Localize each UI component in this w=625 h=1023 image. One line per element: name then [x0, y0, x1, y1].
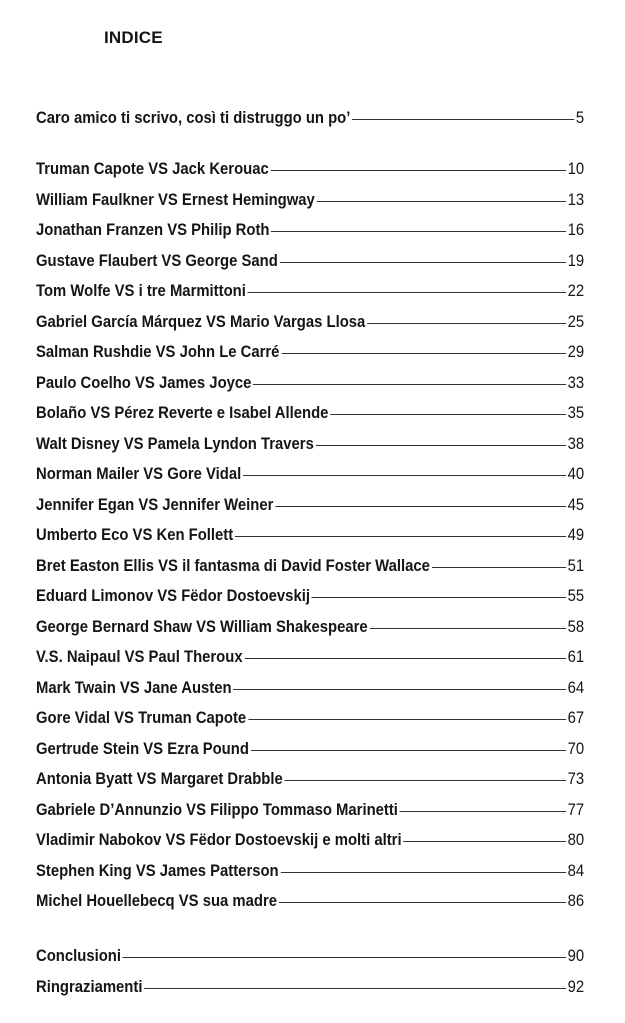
- toc-entry-title: Norman Mailer VS Gore Vidal: [36, 465, 242, 483]
- toc-entry: [36, 799, 584, 830]
- toc-entry-title: Bret Easton Ellis VS il fantasma di David Foster Wallace: [36, 556, 430, 575]
- toc-entry-title: Michel Houellebecq VS sua madre: [36, 892, 277, 910]
- toc-entry-title: Walt Disney VS Pamela Lyndon Travers: [36, 434, 314, 453]
- toc-leader-line: [367, 323, 566, 324]
- toc-entry-title: Stephen King VS James Patterson: [36, 861, 279, 880]
- toc-entry-title: Gore Vidal VS Truman Capote: [36, 709, 247, 727]
- toc-entry: [36, 158, 584, 189]
- toc-entry-page-number: 51: [567, 556, 585, 575]
- toc-entry: [36, 860, 584, 891]
- toc-entry-title: Umberto Eco VS Ken Follett: [36, 526, 234, 544]
- toc-entry: [36, 646, 584, 677]
- toc-entry-page-number: 40: [567, 465, 585, 483]
- toc-entry: [36, 585, 584, 616]
- toc-entry: [36, 107, 584, 138]
- toc-leader-line: [244, 658, 565, 659]
- toc-leader-line: [248, 719, 566, 720]
- toc-entry-title: Paulo Coelho VS James Joyce: [36, 373, 252, 392]
- toc-entry-page-number: 22: [567, 282, 585, 300]
- toc-entry-page-number: 77: [567, 800, 585, 819]
- toc-entry-title: Vladimir Nabokov VS Fëdor Dostoevskij e molti altri: [36, 831, 402, 849]
- toc-entry-title: Caro amico ti scrivo, così ti distruggo un po’: [36, 109, 351, 127]
- toc-entry-title: Ringraziamenti: [36, 977, 143, 996]
- toc-leader-line: [235, 536, 566, 537]
- toc-entry: [36, 738, 584, 769]
- toc-entry-title: Jonathan Franzen VS Philip Roth: [36, 221, 270, 239]
- toc-entry-page-number: 84: [567, 861, 585, 880]
- toc-leader-line: [403, 841, 565, 842]
- toc-entry-page-number: 25: [567, 312, 585, 331]
- toc-leader-line: [280, 262, 566, 263]
- toc-entry: [36, 463, 584, 494]
- toc-entry-page-number: 5: [575, 109, 585, 127]
- toc-entry-title: Truman Capote VS Jack Kerouac: [36, 160, 269, 178]
- toc-entry: [36, 494, 584, 525]
- toc-leader-line: [144, 988, 566, 989]
- toc-entry: [36, 189, 584, 220]
- toc-leader-line: [352, 119, 574, 120]
- toc-entry: [36, 433, 584, 464]
- toc-entry: [36, 311, 584, 342]
- toc-entry-page-number: 29: [567, 343, 585, 361]
- toc-leader-line: [312, 597, 566, 598]
- toc-leader-line: [248, 292, 566, 293]
- toc-leader-line: [432, 567, 566, 568]
- toc-entry-page-number: 55: [567, 587, 585, 605]
- toc-entry: [36, 768, 584, 799]
- toc-entry-title: Gabriel García Márquez VS Mario Vargas Llosa: [36, 312, 366, 331]
- toc-leader-line: [316, 445, 566, 446]
- toc-entry-page-number: 33: [567, 373, 585, 392]
- toc-entry-title: Antonia Byatt VS Margaret Drabble: [36, 770, 283, 788]
- toc-entry: [36, 945, 584, 976]
- toc-leader-line: [253, 384, 566, 385]
- toc-entry: [36, 616, 584, 647]
- toc-entry: [36, 250, 584, 281]
- toc-leader-line: [233, 689, 565, 690]
- toc-section-closing: [36, 945, 584, 1006]
- toc-entry: [36, 402, 584, 433]
- toc-leader-line: [275, 506, 566, 507]
- toc-entry: [36, 372, 584, 403]
- toc-leader-line: [271, 231, 565, 232]
- toc-entry-page-number: 92: [567, 977, 585, 996]
- toc-entry-page-number: 73: [567, 770, 585, 788]
- toc-entry-title: George Bernard Shaw VS William Shakespeare: [36, 617, 368, 636]
- toc-leader-line: [279, 902, 566, 903]
- toc-entry-page-number: 70: [567, 739, 585, 758]
- toc-entry-page-number: 64: [567, 678, 585, 697]
- toc-leader-line: [330, 414, 566, 415]
- toc-leader-line: [280, 872, 565, 873]
- toc-entry: [36, 280, 584, 311]
- toc-entry-page-number: 16: [567, 221, 585, 239]
- toc-entry-title: Eduard Limonov VS Fëdor Dostoevskij: [36, 587, 310, 605]
- toc-entry-page-number: 80: [567, 831, 585, 849]
- toc-entry-title: Jennifer Egan VS Jennifer Weiner: [36, 495, 274, 514]
- toc-entry-title: Gertrude Stein VS Ezra Pound: [36, 739, 249, 758]
- toc-entry-title: Gabriele D’Annunzio VS Filippo Tommaso Marinetti: [36, 800, 398, 819]
- toc-entry: [36, 890, 584, 921]
- toc-leader-line: [369, 628, 565, 629]
- page-title: INDICE: [104, 28, 163, 47]
- toc-entry-title: Gustave Flaubert VS George Sand: [36, 251, 278, 270]
- toc-leader-line: [251, 750, 566, 751]
- toc-entry-page-number: 67: [567, 709, 585, 727]
- toc-entry: [36, 707, 584, 738]
- toc-entry-title: V.S. Naipaul VS Paul Theroux: [36, 648, 243, 666]
- toc-entry-title: William Faulkner VS Ernest Hemingway: [36, 190, 315, 209]
- toc-leader-line: [285, 780, 566, 781]
- toc-entry: [36, 555, 584, 586]
- toc-leader-line: [123, 957, 566, 958]
- toc-entry-page-number: 90: [567, 947, 585, 965]
- toc-entry-page-number: 38: [567, 434, 585, 453]
- toc-leader-line: [317, 201, 566, 202]
- toc-entry-page-number: 45: [567, 495, 585, 514]
- toc-entry: [36, 219, 584, 250]
- toc-section-intro: [36, 107, 584, 138]
- toc-entry-page-number: 49: [567, 526, 585, 544]
- toc-entry-page-number: 35: [567, 404, 585, 422]
- toc-entry-title: Bolaño VS Pérez Reverte e Isabel Allende: [36, 404, 329, 422]
- toc-leader-line: [243, 475, 566, 476]
- toc-leader-line: [281, 353, 566, 354]
- toc-leader-line: [271, 170, 566, 171]
- toc-entry-page-number: 58: [567, 617, 585, 636]
- toc-entry: [36, 976, 584, 1007]
- toc-entry: [36, 829, 584, 860]
- toc-section-chapters: [36, 158, 584, 921]
- toc-entry-title: Mark Twain VS Jane Austen: [36, 678, 232, 697]
- toc-entry-title: Salman Rushdie VS John Le Carré: [36, 343, 280, 361]
- toc-entry-page-number: 86: [567, 892, 585, 910]
- toc-entry-page-number: 13: [567, 190, 585, 209]
- toc-entry-page-number: 10: [567, 160, 585, 178]
- toc-leader-line: [400, 811, 566, 812]
- toc-entry-page-number: 61: [567, 648, 585, 666]
- toc-entry: [36, 341, 584, 372]
- toc-entry: [36, 677, 584, 708]
- toc-entry: [36, 524, 584, 555]
- toc-entry-title: Tom Wolfe VS i tre Marmittoni: [36, 282, 246, 300]
- toc-entry-title: Conclusioni: [36, 947, 121, 965]
- toc-entry-page-number: 19: [567, 251, 585, 270]
